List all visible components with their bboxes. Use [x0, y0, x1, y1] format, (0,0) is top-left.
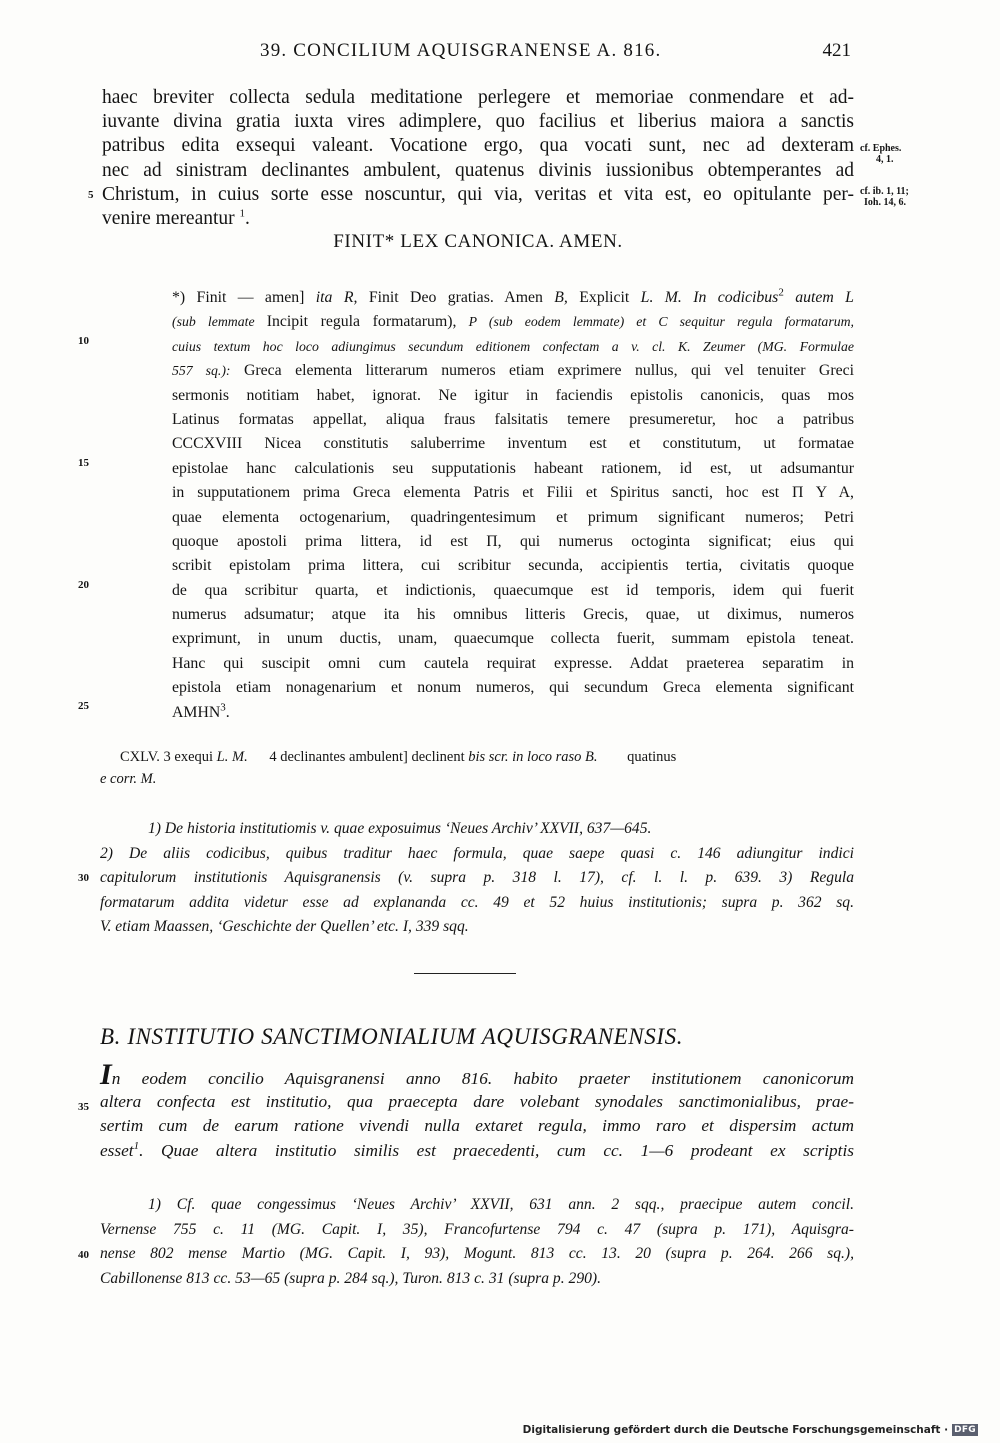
note-line: Hanc qui suscipit omni cum cautela requirat expresse. Addat praeterea separatim in: [172, 654, 854, 672]
footnote-line: 2) De aliis codicibus, quibus traditur haec formula, quae saepe quasi c. 146 adiungitur indici: [100, 844, 854, 862]
section-text: [100, 1058, 854, 1164]
text-fragment: L. M.: [216, 749, 248, 765]
note-line: scribit epistolam prima littera, cui scribitur secunda, accipientis tertia, civitatis quoque: [172, 557, 854, 575]
note-line: exprimunt, in unum ductis, unam, quaecumque collecta fuerit, summam epistola teneat.: [172, 630, 854, 648]
text-fragment: CXLV. 3 exequi: [120, 749, 214, 765]
critical-apparatus: [100, 746, 854, 790]
margin-ref-line: cf. Ephes.: [860, 143, 902, 154]
text-fragment: In codicibus: [693, 289, 779, 306]
note-line: sermonis notitiam habet, ignorat. Ne igitur in faciendis epistolis canonicis, quas mos: [172, 386, 854, 404]
text-fragment: Incipit regula formatarum),: [266, 313, 457, 331]
section-line: altera confecta est institutio, qua praecepta dare volebant synodales sanctimonialibus, prae-: [100, 1091, 854, 1111]
note-line: numerus adsumatur; atque ita his omnibus litteris Grecis, quae, ut diximus, numeros: [172, 606, 854, 624]
text-fragment: L. M.: [640, 289, 682, 306]
note-line: in supputationem prima Greca elementa Patris et Filii et Spiritus sancti, hoc est Π Υ Α,: [172, 484, 854, 502]
note-line: quoque apostoli prima littera, id est Π, qui numerus octoginta significat; eius qui: [172, 532, 854, 550]
page-number: 421: [822, 40, 851, 61]
note-line: [172, 286, 854, 310]
text-line: haec breviter collecta sedula meditatione perlegere et memoriae conmendare et ad-: [102, 87, 854, 108]
text-line: Christum, in cuius sorte esse noscuntur, qui via, veritas et vita est, eo opitulante per-: [102, 183, 854, 205]
text-fragment: P (sub eodem lemmate) et C sequitur regula formatarum,: [468, 314, 855, 330]
section-line: [100, 1058, 854, 1091]
footnote-marker: 3: [220, 701, 226, 714]
text-fragment: .: [245, 207, 250, 229]
line-number: 15: [78, 457, 89, 469]
section-title: B. INSTITUTIO SANCTIMONIALIUM AQUISGRANENSIS.: [100, 1024, 684, 1049]
text-line: [102, 207, 854, 231]
line-number: 10: [78, 335, 89, 347]
main-text: [102, 86, 854, 231]
footnote-marker: 1: [133, 1140, 140, 1153]
text-line: patribus edita exsequi valeant. Vocatione ergo, qua vocati sunt, nec ad dexteram: [102, 135, 854, 157]
note-line: [172, 359, 854, 383]
margin-ref-line: cf. ib. 1, 11;: [860, 186, 909, 197]
text-line: iuvante divina gratia iuxta vires adimplere, quo facilius et liberius maiora a sanctis: [102, 111, 854, 133]
footnote-line: V. etiam Maassen, ‘Geschichte der Quellen’ etc. I, 339 sqq.: [100, 918, 469, 935]
text-line: nec ad sinistram declinantes ambulent, quatenus divinis iussionibus obtemperantes ad: [102, 159, 854, 181]
footnote-line: formatarum addita videtur esse ad explananda cc. 49 et 52 huius institutionis; supra p. 362 sq.: [100, 893, 854, 911]
line-number: 5: [88, 189, 94, 201]
dfg-logo: DFG: [954, 1425, 976, 1435]
text-fragment: ΑΜΗΝ: [172, 703, 221, 721]
note-line: quae elementa octogenarium, quadringentesimum et primum significant numeros; Petri: [172, 508, 854, 526]
section-end-heading: FINIT* LEX CANONICA. AMEN.: [333, 231, 623, 252]
text-fragment: .: [225, 703, 230, 721]
text-fragment: n eodem concilio Aquisgranensi anno 816. habito praeter institutionem canonicorum: [111, 1069, 854, 1088]
footnote-line: Cabillonense 813 cc. 53—65 (supra p. 284 sq.), Turon. 813 c. 31 (supra p. 290).: [100, 1269, 602, 1287]
text-fragment: Greca elementa litterarum numeros etiam exprimere nullus, qui vel tenuiter Greci: [243, 362, 855, 380]
text-fragment: B,: [554, 289, 568, 306]
text-fragment: bis scr. in loco raso B.: [468, 749, 598, 765]
footnotes: [100, 817, 854, 940]
footnote-line: 1) De historia institutiomis v. quae exposuimus ‘Neues Archiv’ XXVII, 637—645.: [148, 820, 652, 837]
footnote-line: 1) Cf. quae congessimus ‘Neues Archiv’ XXVII, 631 ann. 2 sqq., praecipue autem concil.: [148, 1196, 854, 1213]
text-fragment: quatinus: [627, 749, 677, 765]
digitization-credit: [523, 1424, 978, 1436]
text-fragment: *) Finit — amen]: [172, 289, 305, 306]
margin-reference: [860, 186, 909, 208]
running-header: [100, 40, 855, 68]
line-number: 25: [78, 700, 89, 712]
section-footnotes: [100, 1193, 854, 1291]
note-line: de qua scribitur quarta, et indictionis, quaecumque est id temporis, idem qui fuerit: [172, 581, 854, 599]
margin-reference: [860, 143, 901, 165]
text-fragment: venire mereantur: [102, 207, 235, 229]
footnote-line: nense 802 mense Martio (MG. Capit. I, 93), Mogunt. 813 cc. 13. 20 (supra p. 264. 266 sq.),: [100, 1245, 854, 1262]
line-number: 35: [78, 1101, 89, 1113]
note-line: epistolae hanc calculationis seu supputationis habeant rationem, id est, ut adsumantur: [172, 459, 854, 477]
line-number: 30: [78, 872, 89, 884]
line-number: 40: [78, 1249, 89, 1261]
footnote-line: capitulorum institutionis Aquisgranensis (v. supra p. 318 l. 17), cf. l. l. p. 639. 3) Regula: [100, 869, 854, 886]
footnote-marker: 2: [778, 286, 784, 299]
drop-cap: I: [100, 1058, 112, 1091]
text-fragment: Finit Deo gratias. Amen: [368, 289, 543, 306]
note-line: Latinus formatas appellat, aliqua fraus falsitatis temere presumeretur, hoc a patribus: [172, 410, 854, 428]
text-fragment: 4 declinantes ambulent] declinent: [269, 749, 465, 765]
text-fragment: . Quae altera institutio similis est praecedenti, cum cc. 1—6 prodeant ex scriptis: [139, 1141, 854, 1161]
text-fragment: (sub lemmate: [172, 314, 255, 330]
note-line: CCCXVIII Nicea constitutis saluberrime inventum est et constitutum, ut formatae: [172, 435, 854, 453]
note-line: [172, 701, 854, 725]
text-fragment: ita R,: [315, 289, 358, 306]
section-separator: [414, 973, 516, 974]
running-title: 39. CONCILIUM AQUISGRANENSE A. 816.: [260, 40, 662, 61]
apparatus-line: e corr. M.: [100, 771, 157, 787]
text-fragment: autem L: [795, 289, 854, 306]
note-line: cuius textum hoc loco adiungimus secundum editionem confectam a v. cl. K. Zeumer (MG. Formulae: [172, 338, 854, 354]
margin-ref-line: Ioh. 14, 6.: [864, 197, 906, 208]
footnote-marker: 1: [239, 207, 246, 220]
text-fragment: Explicit: [579, 289, 630, 306]
margin-ref-line: 4, 1.: [876, 154, 894, 165]
text-fragment: esset: [100, 1141, 134, 1161]
section-line: [100, 1139, 854, 1164]
formula-note: [172, 286, 854, 725]
section-line: sertim cum de earum ratione vivendi nulla extaret regula, immo raro et dispersim actum: [100, 1116, 854, 1136]
note-line: [172, 310, 854, 334]
text-fragment: 557 sq.):: [172, 363, 231, 379]
credit-text: Digitalisierung gefördert durch die Deutsche Forschungsgemeinschaft ·: [522, 1424, 949, 1436]
footnote-line: Vernense 755 c. 11 (MG. Capit. I, 35), Francofurtense 794 c. 47 (supra p. 171), Aquisgra-: [100, 1220, 854, 1238]
line-number: 20: [78, 579, 89, 591]
note-line: epistola etiam nonagenarium et nonum numeros, qui secundum Greca elementa significant: [172, 679, 854, 697]
apparatus-line: [100, 746, 854, 768]
